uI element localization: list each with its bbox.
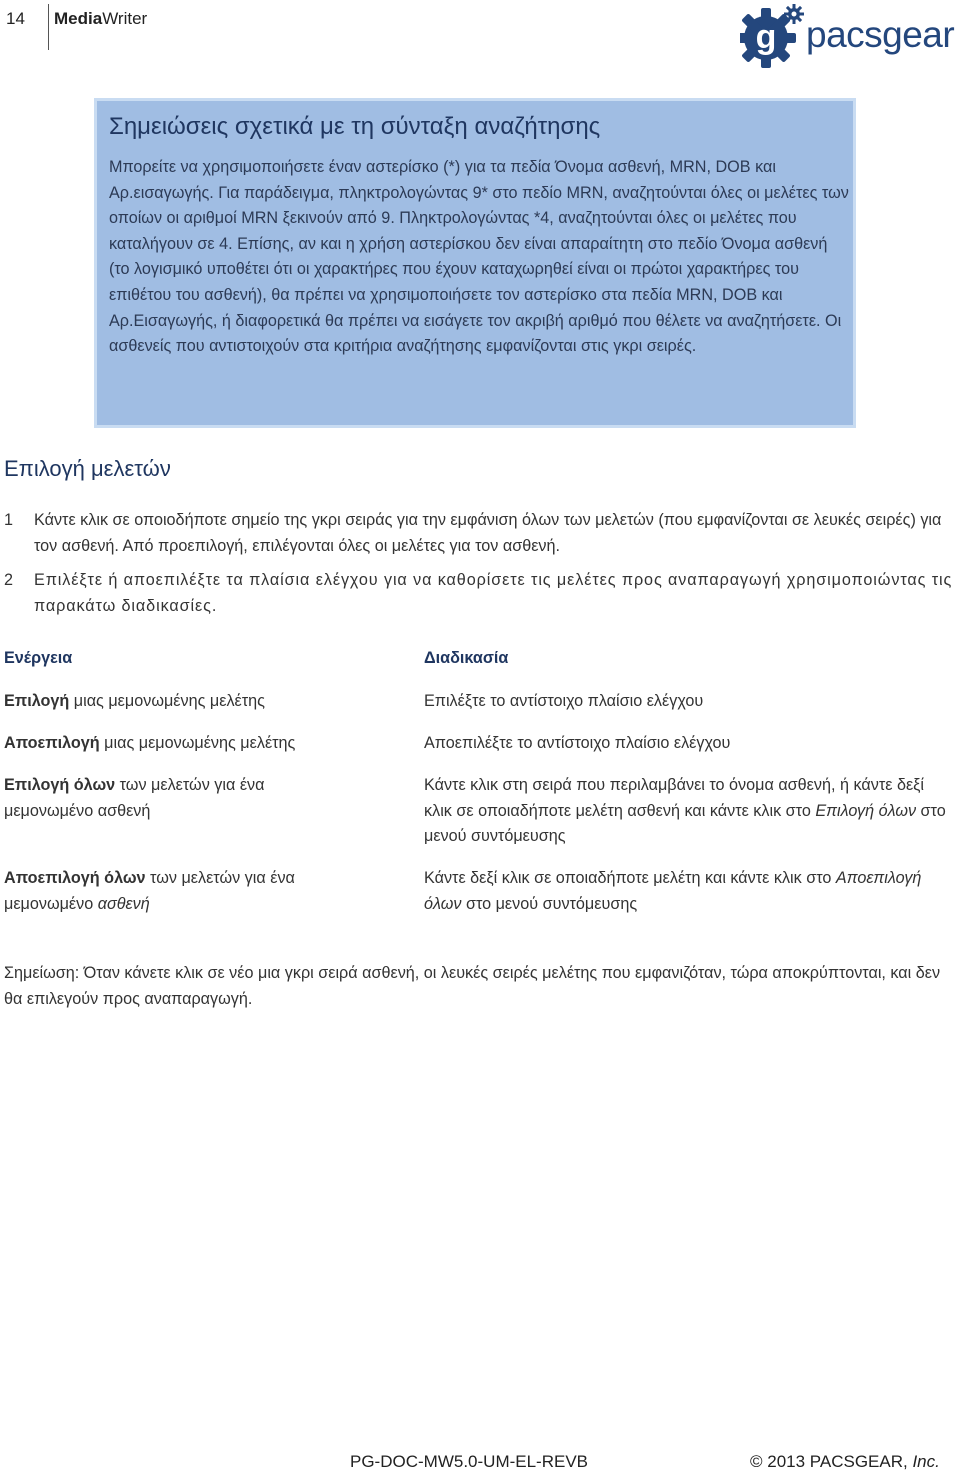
logo-wordmark: pacsgear [806, 14, 955, 55]
step-1 [4, 508, 956, 560]
action-bold: Αποεπιλογή [4, 734, 100, 752]
step-number: 2 [4, 571, 14, 589]
company-logo [740, 4, 956, 68]
action-bold: Αποεπιλογή όλων [4, 869, 146, 887]
table-header-action: Ενέργεια [4, 649, 73, 667]
step-number: 1 [4, 511, 14, 529]
table-row-action [4, 773, 344, 824]
product-name-bold: Media [54, 9, 103, 28]
product-name [54, 9, 147, 29]
product-name-rest: Writer [102, 9, 148, 28]
procedure-post: στο μενού συντόμευσης [424, 801, 946, 846]
page-number: 14 [6, 9, 25, 28]
procedure-italic: Επιλογή όλων [815, 801, 917, 820]
step-2 [4, 568, 956, 620]
copyright-italic: Inc. [912, 1452, 940, 1471]
footer-document-id: PG-DOC-MW5.0-UM-EL-REVB [350, 1452, 589, 1471]
table-header-procedure: Διαδικασία [424, 649, 509, 667]
table-row-procedure [424, 866, 924, 917]
footer-copyright [750, 1452, 940, 1472]
table-row-action [4, 731, 394, 757]
note-body: Μπορείτε να χρησιμοποιήσετε έναν αστερίσκο (*) για τα πεδία Όνομα ασθενή, MRN, DOB και Αρ.εισαγωγής. Για παράδειγμα, πληκτρολογώντας 9* στο πεδίο MRN, αναζητούνται όλες οι μελέτες των οποίων οι αριθμοί MRN ξεκινούν από 9. Πληκτρολογώντας *4, αναζητούνται όλες οι μελέτες που καταλήγουν σε 4. Επίσης, αν και η χρήση αστερίσκου δεν είναι απαραίτητη στο πεδίο Όνομα ασθενή (το λογισμικό υποθέτει ότι οι χαρακτήρες που έχουν καταχωρηθεί είναι οι πρώτοι χαρακτήρες του επιθέτου του ασθενή), θα πρέπει να χρησιμοποιήσετε τον αστερίσκο στα πεδία MRN, DOB και Αρ.Εισαγωγής, ή διαφορετικά θα πρέπει να εισάγετε τον ακριβή αριθμό που θέλετε να αναζητήσετε. Οι ασθενείς που αντιστοιχούν στα κριτήρια αναζήτησης εμφανίζονται στις γκρι σειρές. [109, 158, 849, 356]
header-divider [48, 4, 49, 50]
table-row-procedure [424, 773, 956, 850]
procedure-pre: Κάντε κλικ στη σειρά που περιλαμβάνει το όνομα ασθενή, ή κάντε δεξί κλικ σε οποιαδήποτε μελέτη ασθενή και κάντε κλικ στο [424, 776, 925, 820]
action-bold: Επιλογή όλων [4, 776, 116, 794]
step-text: Επιλέξτε ή αποεπιλέξτε τα πλαίσια ελέγχου για να καθορίσετε τις μελέτες προς αναπαραγωγή χρησιμοποιώντας τις παρακάτω διαδικασίες. [34, 571, 953, 615]
copyright-text: © 2013 PACSGEAR, [750, 1452, 913, 1471]
procedure-italic: Αποεπιλογή όλων [424, 869, 922, 913]
note-title: Σημειώσεις σχετικά με τη σύνταξη αναζήτησης [109, 113, 601, 140]
procedure-post: στο μενού συντόμευσης [461, 894, 638, 913]
table-row-action [4, 866, 364, 917]
section-title: Επιλογή μελετών [4, 456, 171, 481]
svg-text:g: g [755, 18, 777, 56]
table-row-action [4, 689, 394, 715]
step-text: Κάντε κλικ σε οποιοδήποτε σημείο της γκρι σειράς για την εμφάνιση όλων των μελετών (που εμφανίζονται σε λευκές σειρές) για τον ασθενή. Από προεπιλογή, επιλέγονται όλες οι μελέτες για τον ασθενή. [34, 511, 942, 555]
action-bold: Επιλογή [4, 692, 70, 710]
footnote: Σημείωση: Όταν κάνετε κλικ σε νέο μια γκρι σειρά ασθενή, οι λευκές σειρές μελέτης που εμφανιζόταν, τώρα αποκρύπτονται, και δεν θα επιλεγούν προς αναπαραγωγή. [4, 964, 941, 1008]
table-row-procedure: Επιλέξτε το αντίστοιχο πλαίσιο ελέγχου [424, 692, 704, 710]
procedure-pre: Κάντε δεξί κλικ σε οποιαδήποτε μελέτη και κάντε κλικ στο [424, 869, 836, 887]
gear-g-logo-icon [740, 4, 806, 68]
action-rest: μιας μεμονωμένης μελέτης [99, 734, 296, 752]
action-rest: των μελετών για ένα μεμονωμένο [4, 869, 295, 913]
action-rest: των μελετών για ένα μεμονωμένο ασθενή [4, 776, 265, 820]
action-italic: ασθενή [97, 894, 150, 913]
search-syntax-note-box [94, 98, 856, 428]
table-row-procedure: Αποεπιλέξτε το αντίστοιχο πλαίσιο ελέγχου [424, 734, 731, 752]
action-rest: μιας μεμονωμένης μελέτης [69, 692, 265, 710]
